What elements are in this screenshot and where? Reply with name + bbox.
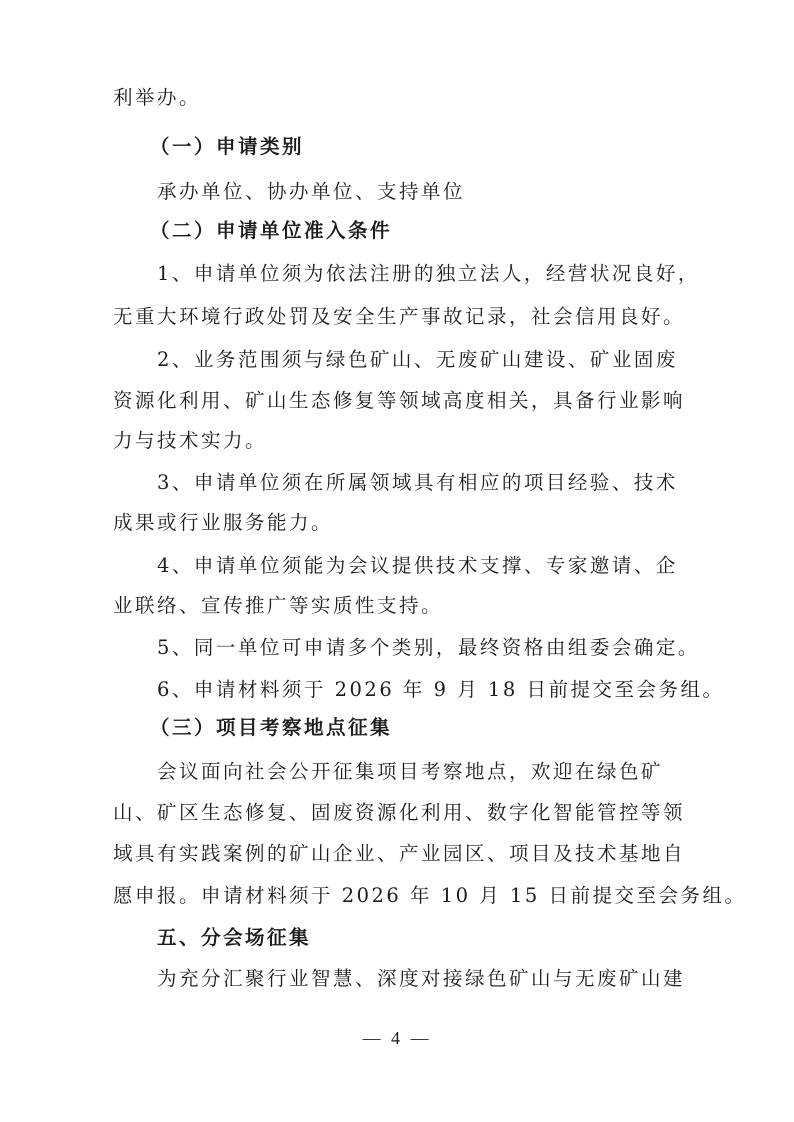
body-text: 业联络、宣传推广等实质性支持。 (113, 594, 444, 617)
body-text: 1、申请单位须为依法注册的独立法人，经营状况良好， (157, 262, 700, 285)
body-text: 力与技术实力。 (113, 429, 268, 452)
heading-application-category: （一）申请类别 (150, 135, 305, 158)
list-item (0, 463, 794, 503)
body-text: 承办单位、协办单位、支持单位 (157, 180, 466, 203)
body-text: 利举办。 (113, 86, 202, 109)
heading-admission-conditions: （二）申请单位准入条件 (150, 219, 393, 242)
body-text: 会议面向社会公开征集项目考察地点，欢迎在绿色矿 (157, 760, 664, 783)
section-heading (0, 127, 794, 167)
body-text: 为充分汇聚行业智慧、深度对接绿色矿山与无废矿山建 (157, 967, 686, 990)
body-line (0, 78, 794, 118)
body-line (0, 172, 794, 212)
list-item (0, 254, 794, 294)
body-text: 域具有实践案例的矿山企业、产业园区、项目及技术基地自 (113, 842, 686, 865)
section-heading (0, 708, 794, 748)
body-text: 6、申请材料须于 2026 年 9 月 18 日前提交至会务组。 (157, 678, 725, 701)
body-line (0, 834, 794, 874)
body-text: 成果或行业服务能力。 (113, 511, 334, 534)
body-text: 无重大环境行政处罚及安全生产事故记录，社会信用良好。 (113, 305, 686, 328)
body-text: 愿申报。申请材料须于 2026 年 10 月 15 日前提交至会务组。 (113, 884, 747, 907)
body-text: 资源化利用、矿山生态修复等领域高度相关，具备行业影响 (113, 389, 686, 412)
body-line (0, 876, 794, 916)
body-line (0, 421, 794, 461)
body-line (0, 793, 794, 833)
body-line (0, 503, 794, 543)
list-item (0, 670, 794, 710)
heading-site-visit-collection: （三）项目考察地点征集 (150, 716, 393, 739)
body-line (0, 297, 794, 337)
section-heading (0, 918, 794, 958)
list-item (0, 340, 794, 380)
body-line (0, 586, 794, 626)
list-item (0, 628, 794, 668)
body-text: 2、业务范围须与绿色矿山、无废矿山建设、矿业固废 (157, 348, 678, 371)
body-text: 3、申请单位须在所属领域具有相应的项目经验、技术 (157, 471, 678, 494)
list-item (0, 546, 794, 586)
body-line (0, 381, 794, 421)
section-heading (0, 211, 794, 251)
body-text: 5、同一单位可申请多个类别，最终资格由组委会确定。 (157, 636, 700, 659)
body-text: 山、矿区生态修复、固废资源化利用、数字化智能管控等领 (113, 801, 686, 824)
body-line (0, 959, 794, 999)
heading-sub-venue-collection: 五、分会场征集 (157, 926, 312, 949)
body-text: 4、申请单位须能为会议提供技术支撑、专家邀请、企 (157, 554, 678, 577)
page-number: — 4 — (362, 1028, 432, 1048)
body-line (0, 752, 794, 792)
